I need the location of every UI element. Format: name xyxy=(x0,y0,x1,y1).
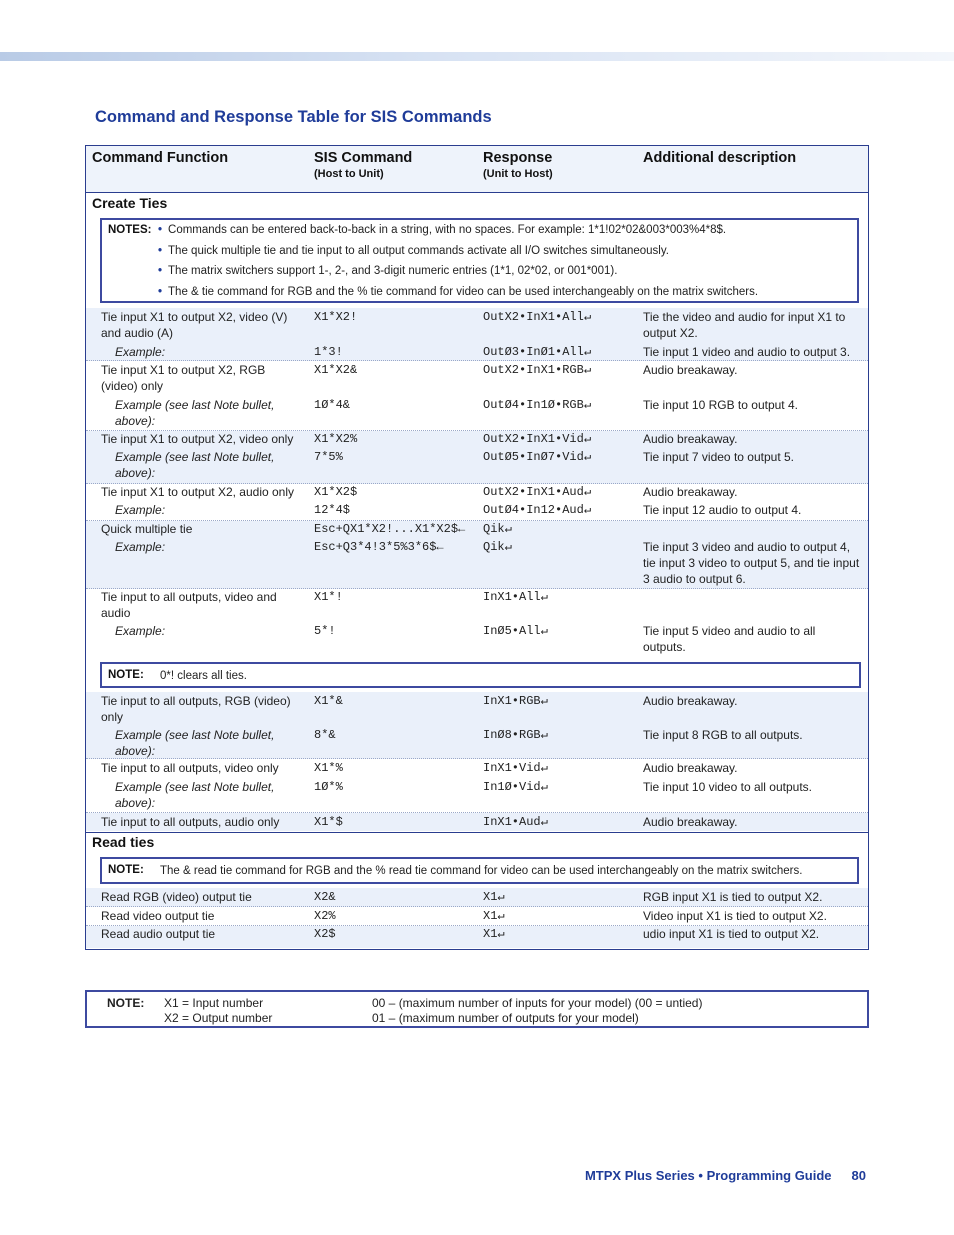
table-row: Tie input X1 to output X2, video (V) and audio (A) X1*X2! OutX2•InX1•All↵ Tie the video and audio for input X1 to output X2. Example: 1*3! OutØ3•InØ1•All↵ Tie input 1 video and audio to output 3. xyxy=(86,308,868,361)
header-accent-bar xyxy=(0,52,954,61)
table-row: Read audio output tie X2$ X1↵ udio input X1 is tied to output X2. xyxy=(86,926,868,948)
notes-label: NOTES: xyxy=(108,224,152,236)
note-clear-ties xyxy=(100,662,861,688)
note-x1-range: 00 – (maximum number of inputs for your model) (00 = untied) xyxy=(372,996,703,1010)
table-row: Tie input X1 to output X2, audio only X1*X2$ OutX2•InX1•Aud↵ Audio breakaway. Example: 12*4$ OutØ4•In12•Aud↵ Tie input 12 audio to output 4. xyxy=(86,484,868,521)
table-row: Tie input to all outputs, audio only X1*$ InX1•Aud↵ Audio breakaway. xyxy=(86,813,868,831)
page-number: 80 xyxy=(851,1168,866,1183)
table-row: Tie input to all outputs, video and audio X1*! InX1•All↵ Example: 5*! InØ5•All↵ Tie input 5 video and audio to all outputs. xyxy=(101,590,816,654)
notes-item: • The matrix switchers support 1-, 2-, and 3-digit numeric entries (1*1, 02*02, or 001*001). xyxy=(158,265,618,277)
notes-item: • Commands can be entered back-to-back in a string, with no spaces. For example: 1*1!02*02&003*003%4*8$. xyxy=(158,224,727,236)
table-row: Tie input to all outputs, video only X1*% InX1•Vid↵ Audio breakaway. Example (see last Note bullet, above): 1Ø*% In1Ø•Vid↵ Tie input 10 video to all outputs. xyxy=(86,759,868,813)
header-sis-command: SIS Command (Host to Unit) xyxy=(314,150,413,180)
section-create-ties: Create Ties xyxy=(92,195,168,211)
table-row: Read RGB (video) output tie X2& X1↵ RGB input X1 is tied to output X2. xyxy=(86,888,868,907)
section-divider xyxy=(86,832,868,833)
note-text: 0*! clears all ties. xyxy=(160,670,247,682)
notes-item: • The & tie command for RGB and the % tie command for video can be used interchangeably on the matrix switchers. xyxy=(158,286,759,298)
table-header xyxy=(86,146,868,193)
notes-item: • The quick multiple tie and tie input to all output commands activate all I/O switches simultaneously. xyxy=(158,245,669,257)
table-row: Tie input X1 to output X2, RGB (video) only X1*X2& OutX2•InX1•RGB↵ Audio breakaway. Example (see last Note bullet, above): 1Ø*4& OutØ4•In1Ø•RGB↵ Tie input 10 RGB to output 4. xyxy=(86,361,868,431)
note-x2-range: 01 – (maximum number of outputs for your model) xyxy=(372,1011,639,1025)
note-label: NOTE: xyxy=(108,669,144,681)
notes-box-create-ties xyxy=(100,218,859,303)
section-read-ties: Read ties xyxy=(92,834,155,850)
header-command-function: Command Function xyxy=(92,150,229,166)
table-row: Tie input to all outputs, RGB (video) only X1*& InX1•RGB↵ Audio breakaway. Example (see last Note bullet, above): 8*& InØ8•RGB↵ Tie input 8 RGB to all outputs. xyxy=(86,692,868,759)
table-row: Read video output tie X2% X1↵ Video input X1 is tied to output X2. xyxy=(86,907,868,926)
command-table xyxy=(85,145,869,950)
note-x1: X1 = Input number xyxy=(164,996,264,1010)
header-additional-description: Additional description xyxy=(643,150,797,166)
note-label: NOTE: xyxy=(107,996,145,1010)
page-footer xyxy=(585,1168,866,1183)
note-text: The & read tie command for RGB and the % read tie command for video can be used interchangeably on the matrix switchers. xyxy=(160,865,803,877)
note-label: NOTE: xyxy=(108,864,144,876)
note-x2: X2 = Output number xyxy=(164,1011,273,1025)
page-title: Command and Response Table for SIS Commands xyxy=(95,108,492,126)
table-row: Tie input X1 to output X2, video only X1*X2% OutX2•InX1•Vid↵ Audio breakaway. Example (see last Note bullet, above): 7*5% OutØ5•InØ7•Vid↵ Tie input 7 video to output 5. xyxy=(86,431,868,484)
variables-note xyxy=(85,990,869,1028)
table-row: Quick multiple tie Esc+QX1*X2!...X1*X2$← Qik↵ Example: Esc+Q3*4!3*5%3*6$← Qik↵ Tie input 3 video and audio to output 4, tie input 3 video to output 5, and tie input 3 audio to output 6. xyxy=(86,521,868,589)
header-response: Response (Unit to Host) xyxy=(483,150,553,180)
note-read-ties xyxy=(100,857,859,884)
footer-guide-title: MTPX Plus Series • Programming Guide xyxy=(584,1168,832,1183)
